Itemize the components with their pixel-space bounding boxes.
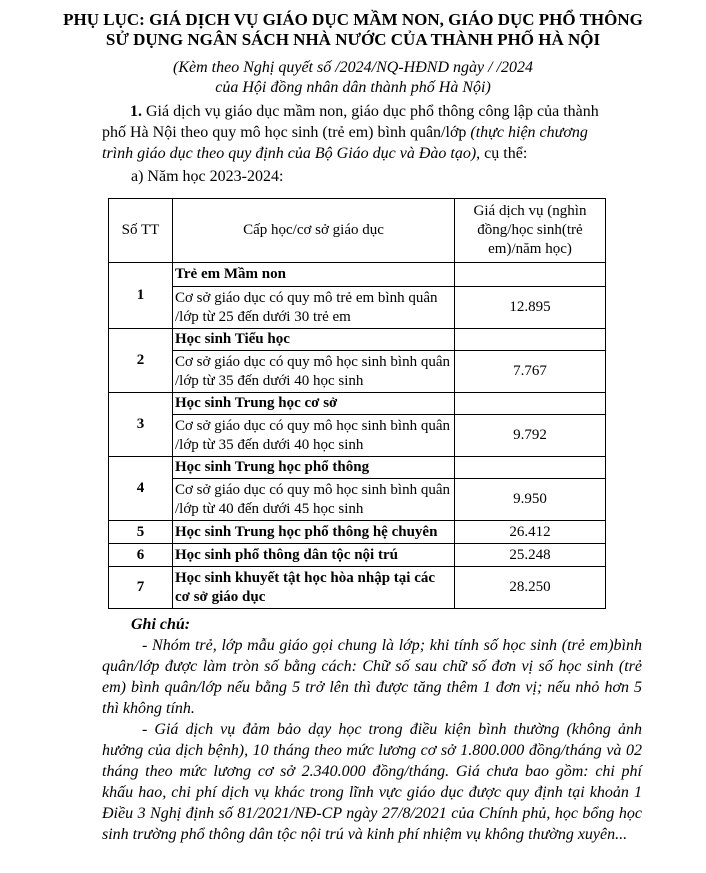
row-empty-cell: [455, 457, 606, 479]
row-description: Cơ sở giáo dục có quy mô trẻ em bình quân /lớp từ 25 đến dưới 30 trẻ em: [173, 287, 455, 329]
note-item: - Giá dịch vụ đảm bảo dạy học trong điều kiện bình thường (không ảnh hưởng của dịch bệnh), 10 tháng theo mức lương cơ sở 1.800.000 đồng/tháng và 02 tháng theo mức lương cơ sở 2.340.000 đồng/tháng. Giá chưa bao gồm: chi phí khấu hao, chi phí dịch vụ khác trong lĩnh vực giáo dục được quy định tại khoản 1 Điều 3 Nghị định số 81/2021/NĐ-CP ngày 27/8/2021 của Chính phủ, học bổng học sinh trường phổ thông dân tộc nội trú và kinh phí nhiệm vụ không thường xuyên...: [102, 721, 642, 843]
notes-title: Ghi chú:: [131, 616, 191, 633]
row-category: Học sinh Trung học phổ thông hệ chuyên: [173, 521, 455, 544]
section-1-tail: , cụ thể:: [476, 145, 528, 162]
row-price: 7.767: [455, 351, 606, 393]
row-stt: 7: [109, 567, 173, 609]
row-description: Cơ sở giáo dục có quy mô học sinh bình quân /lớp từ 35 đến dưới 40 học sinh: [173, 415, 455, 457]
table-row: [109, 415, 606, 457]
row-category: Học sinh Trung học phổ thông: [173, 457, 455, 479]
row-description: Cơ sở giáo dục có quy mô học sinh bình quân /lớp từ 35 đến dưới 40 học sinh: [173, 351, 455, 393]
header-stt: Số TT: [109, 199, 173, 263]
row-empty-cell: [455, 329, 606, 351]
resolution-reference-line1: (Kèm theo Nghị quyết số /2024/NQ-HĐND ngày / /2024: [173, 59, 533, 76]
row-price: 12.895: [455, 287, 606, 329]
table-row: [109, 263, 606, 287]
row-empty-cell: [455, 393, 606, 415]
note-item: - Nhóm trẻ, lớp mẫu giáo gọi chung là lớp; khi tính số học sinh (trẻ em)bình quân/lớp được làm tròn số bằng cách: Chữ số sau chữ số đơn vị số học sinh (trẻ em) bình quân/lớp nếu bằng 5 trở lên thì được tăng thêm 1 đơn vị; nếu nhỏ hơn 5 thì không tính.: [102, 637, 642, 717]
section-1a-heading: a) Năm học 2023-2024:: [131, 168, 284, 185]
row-category: Học sinh khuyết tật học hòa nhập tại các cơ sở giáo dục: [173, 567, 455, 609]
row-category: Trẻ em Mầm non: [173, 263, 455, 287]
row-stt: 2: [109, 329, 173, 393]
row-price: 28.250: [455, 567, 606, 609]
section-1-number: 1.: [130, 103, 142, 120]
row-stt: 4: [109, 457, 173, 521]
table-row: [109, 329, 606, 351]
row-price: 25.248: [455, 544, 606, 567]
table-row: [109, 457, 606, 479]
row-category: Học sinh phổ thông dân tộc nội trú: [173, 544, 455, 567]
service-price-table: [108, 198, 606, 609]
row-category: Học sinh Tiểu học: [173, 329, 455, 351]
table-row: [109, 479, 606, 521]
row-stt: 5: [109, 521, 173, 544]
document-title-line1: PHỤ LỤC: GIÁ DỊCH VỤ GIÁO DỤC MẦM NON, GIÁO DỤC PHỔ THÔNG: [63, 10, 643, 29]
section-1-paragraph: [102, 101, 622, 164]
header-price: Giá dịch vụ (nghìn đồng/học sinh(trẻ em)/năm học): [455, 199, 606, 263]
table-row: [109, 287, 606, 329]
row-price: 9.950: [455, 479, 606, 521]
section-1-text: Giá dịch vụ giáo dục mầm non, giáo dục phổ thông công lập của thành phố Hà Nội theo quy mô học sinh (trẻ em) bình quân/lớp: [102, 103, 599, 141]
resolution-reference-line2: của Hội đồng nhân dân thành phố Hà Nội): [215, 79, 491, 96]
row-price: 26.412: [455, 521, 606, 544]
section-1-italic-text: (thực hiện chương trình giáo dục theo quy định của Bộ Giáo dục và Đào tạo): [102, 124, 588, 162]
row-price: 9.792: [455, 415, 606, 457]
table-row: [109, 393, 606, 415]
row-description: Cơ sở giáo dục có quy mô học sinh bình quân /lớp từ 40 đến dưới 45 học sinh: [173, 479, 455, 521]
row-stt: 6: [109, 544, 173, 567]
table-row: [109, 544, 606, 567]
table-header-row: [109, 199, 606, 263]
table-row: [109, 521, 606, 544]
row-stt: 1: [109, 263, 173, 329]
document-title-line2: SỬ DỤNG NGÂN SÁCH NHÀ NƯỚC CỦA THÀNH PHỐ HÀ NỘI: [105, 30, 601, 49]
header-level: Cấp học/cơ sở giáo dục: [173, 199, 455, 263]
table-row: [109, 567, 606, 609]
row-empty-cell: [455, 263, 606, 287]
row-category: Học sinh Trung học cơ sở: [173, 393, 455, 415]
table-row: [109, 351, 606, 393]
row-stt: 3: [109, 393, 173, 457]
